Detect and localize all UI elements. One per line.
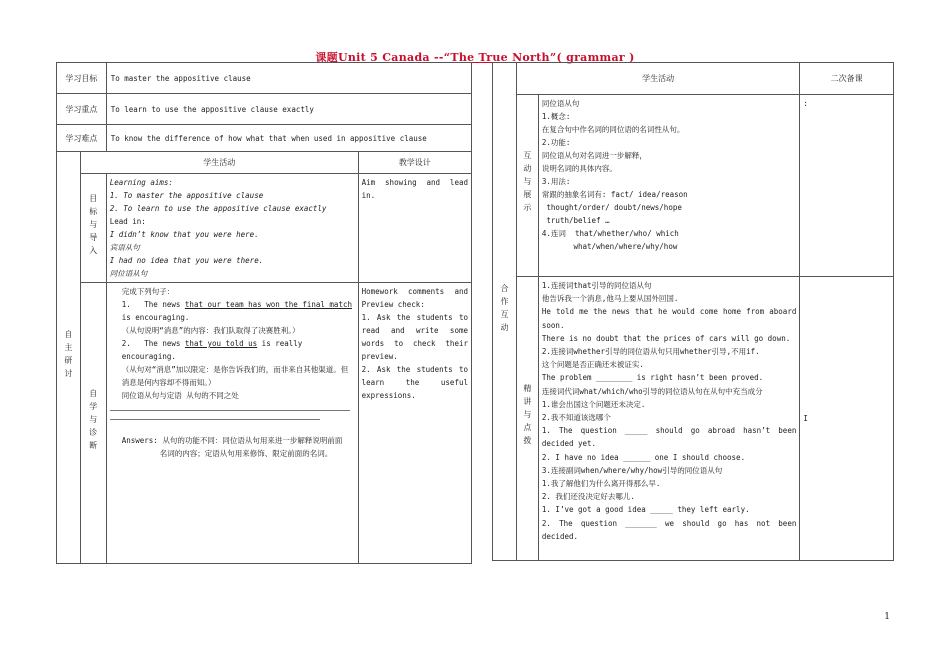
focus-value: To learn to use the appositive clause exactly	[106, 94, 471, 125]
goal-value: To master the appositive clause	[106, 63, 471, 94]
sentence-1: 1. The news that our team has won the final match is encouraging.	[121, 300, 352, 322]
left-table	[56, 62, 472, 564]
right-col-activity: 学生活动	[516, 63, 799, 95]
label-self-diagnosis: 自学与诊断	[80, 283, 106, 564]
left-col-design: 教学设计	[358, 152, 471, 174]
compare-prompt: 同位语从句与定语 从句的不同之处	[121, 391, 239, 400]
label-explanation: 精讲与点拨	[516, 277, 538, 561]
diagnosis-design: Homework comments and Preview check: 1. Ask the students to read and write some words to check their preview. 2. Ask the students to learn the useful expressions.	[358, 283, 471, 564]
sentence-2-note: （从句对“消息”加以限定：是你告诉我们的，而非来自其他渠道。但消息是何内容却不得而知。）	[121, 365, 349, 387]
lesson-plan	[56, 62, 894, 560]
title-text: Unit 5 Canada --“The True North”( grammar )	[337, 51, 635, 64]
difficulty-value: To know the difference of how what that when used in appositive clause	[106, 125, 471, 152]
label-interaction: 互动与展示	[516, 95, 538, 277]
sentence-1-note: （从句说明“消息”的内容：我们队取得了决赛胜利。）	[121, 326, 300, 335]
diagnosis-content	[106, 283, 358, 564]
interaction-content: 同位语从句 1.概念: 在复合句中作名词的同位语的名词性从句。 2.功能: 同位语从句对名词进一步解释， 说明名词的具体内容。 3.用法: 常跟的抽象名词有: fact/ idea/reason thought/order/ doubt/news/hope truth/belief … 4.连词 that/whether/who/ which what/when/where/why/how	[538, 95, 799, 277]
blank-line-1	[110, 410, 350, 411]
label-goals-leadin: 目标与导入	[80, 174, 106, 283]
leadin-content: Learning aims: 1. To master the appositive clause 2. To learn to use the appositive clause exactly Lead in: I didn’t know that you were here. 宾语从句 I had no idea that you were there. 同位语从句	[106, 174, 358, 283]
right-col-notes: 二次备课	[800, 63, 894, 95]
diagnosis-intro: 完成下列句子：	[121, 287, 175, 296]
right-table	[492, 62, 894, 561]
answer-line-1: Answers: 从句的功能不同：同位语从句用来进一步解释说明前面	[121, 436, 343, 445]
focus-label: 学习重点	[57, 94, 107, 125]
explanation-content: 1.连接词that引导的同位语从句 他告诉我一个消息,他马上要从国外回国. He told me the news that he would come home from aboard soon. There is no doubt that the prices of cars will go down. 2.连接词whether引导的同位语从句只用whether引导,不用if. 这个问题是否正确还未被证实. The problem ________ is right hasn’t been proved. 连接词代词what/which/who引导的同位语从句在从句中充当成分 1.谁会出国这个问题还未决定. 2.我不知道该选哪个 1. The question _____ should go abroad hasn’t been decided yet. 2. I have no idea ______ one I should choose. 3.连接副词when/where/why/how引导的同位语从句 1.我了解他们为什么离开得那么早. 2. 我们还没决定好去哪儿. 1. I’ve got a good idea _____ they left early. 2. The question _______ we should go has not been decided.	[538, 277, 799, 561]
sentence-2: 2. The news that you told us is really encouraging.	[121, 339, 303, 361]
section-self-study: 自主研讨	[57, 152, 81, 564]
interaction-notes: :	[800, 95, 894, 277]
goal-label: 学习目标	[57, 63, 107, 94]
page-number: 1	[884, 612, 890, 622]
difficulty-label: 学习难点	[57, 125, 107, 152]
leadin-design: Aim showing and lead in.	[358, 174, 471, 283]
title-prefix: 课题	[315, 51, 338, 64]
section-cooperation: 合作互动	[493, 63, 517, 561]
left-col-activity: 学生活动	[80, 152, 358, 174]
answer-line-2: 名词的内容；定语从句用来修饰、限定前面的名词。	[159, 449, 333, 458]
explanation-notes: I	[800, 277, 894, 561]
